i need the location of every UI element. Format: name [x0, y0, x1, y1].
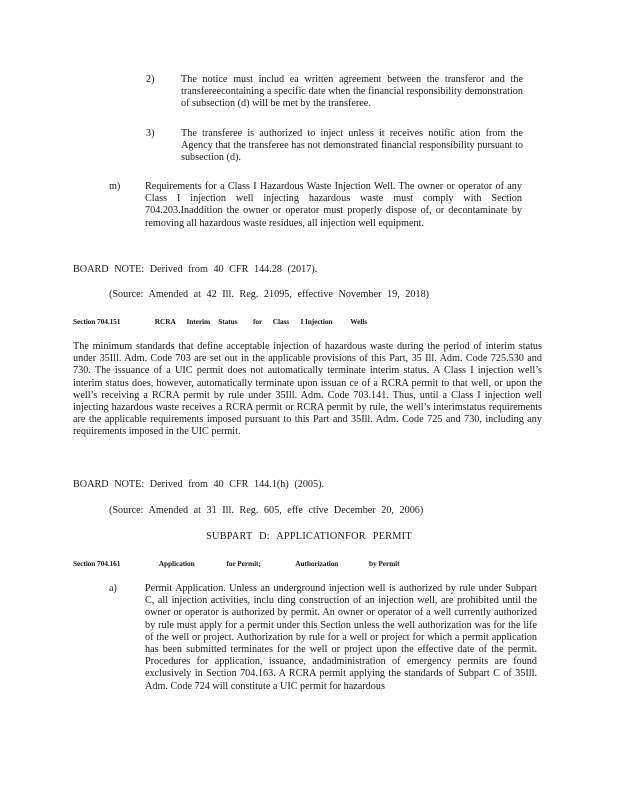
- section-title-word: Authorization: [295, 559, 339, 568]
- section-title-word: RCRA: [154, 317, 176, 326]
- section-number: Section 704.151: [73, 317, 121, 326]
- section-704-151-heading: [73, 317, 367, 326]
- section-704-161-heading: [73, 559, 400, 568]
- board-note-1: BOARD NOTE: Derived from 40 CFR 144.28 (2017).: [73, 264, 318, 275]
- section-title-word: Class: [272, 317, 290, 326]
- item-text-3: The transferee is authorized to inject unless it receives notific ation from the Agency that the transferee has not demonstrated financial responsibility pursuant to subsection (d).: [181, 128, 523, 164]
- section-title-word: for: [253, 317, 263, 326]
- item-text-2: The notice must includ ea written agreement between the transferor and the transfereecontaining a specific date when the financial responsibility demonstration of subsection (d) will be met by the transferee.: [181, 74, 523, 110]
- section-title-word: I Injection: [300, 317, 333, 326]
- item-label-m: m): [109, 181, 121, 192]
- item-text-m: Requirements for a Class I Hazardous Waste Injection Well. The owner or operator of any Class I injection well injecting hazardous waste must comply with Section 704.203.Inaddition the owner or operator must properly dispose of, or decontaminate by removing all hazardous waste residues, all injection well equipment.: [145, 181, 522, 229]
- section-number: Section 704.161: [73, 559, 121, 568]
- source-note-2: (Source: Amended at 31 Ill. Reg. 605, effe ctive December 20, 2006): [109, 505, 424, 516]
- item-label-2: 2): [146, 74, 155, 85]
- source-note-1: (Source: Amended at 42 Ill. Reg. 21095, effective November 19, 2018): [109, 289, 430, 300]
- section-title-word: Application: [158, 559, 195, 568]
- section-title-word: Status: [218, 317, 238, 326]
- section-704-151-text: The minimum standards that define acceptable injection of hazardous waste during the period of interim status under 35Ill. Adm. Code 703 are set out in the applicable provisions of this Part, 35 Ill. Adm. Code 725.530 and 730. The issuance of a UIC permit does not automatically terminate interim status. A Class I injection well’s interim status does, however, automatically terminate upon issuan ce of a RCRA permit to that well, or upon the well’s receiving a RCRA permit by rule under 35Ill. Adm. Code 703.141. Thus, until a Class I injection well injecting hazardous waste receives a RCRA permit or RCRA permit by rule, the well’s interimstatus requirements are the applicable requirements imposed pursuant to this Part and 35Ill. Adm. Code 725 and 730, including any requirements imposed in the UIC permit.: [73, 341, 542, 438]
- section-title-word: Wells: [350, 317, 367, 326]
- item-label-a: a): [109, 583, 117, 594]
- section-title-word: for Permit;: [226, 559, 261, 568]
- board-note-2: BOARD NOTE: Derived from 40 CFR 144.1(h) (2005).: [73, 479, 325, 490]
- section-title-word: Interim: [186, 317, 211, 326]
- subpart-heading: SUBPART D: APPLICATIONFOR PERMIT: [206, 531, 412, 542]
- item-label-3: 3): [146, 128, 155, 139]
- section-title-word: by Permit: [369, 559, 400, 568]
- item-text-a: Permit Application. Unless an underground injection well is authorized by rule under Subpart C, all injection activities, inclu ding construction of an injection well, are prohibited until the owner or operator is authorized by permit. An owner or operator of a well currently authorized by rule must apply for a permit under this Section unless the well authorization was for the life of the well or project. Authorization by rule for a well or project for which a permit application has been submitted terminates for the well or project upon the effective date of the permit. Procedures for application, issuance, andadministration of emergency permits are found exclusively in Section 704.163. A RCRA permit applying the standards of Subpart C of 35Ill. Adm. Code 724 will constitute a UIC permit for hazardous: [145, 583, 537, 692]
